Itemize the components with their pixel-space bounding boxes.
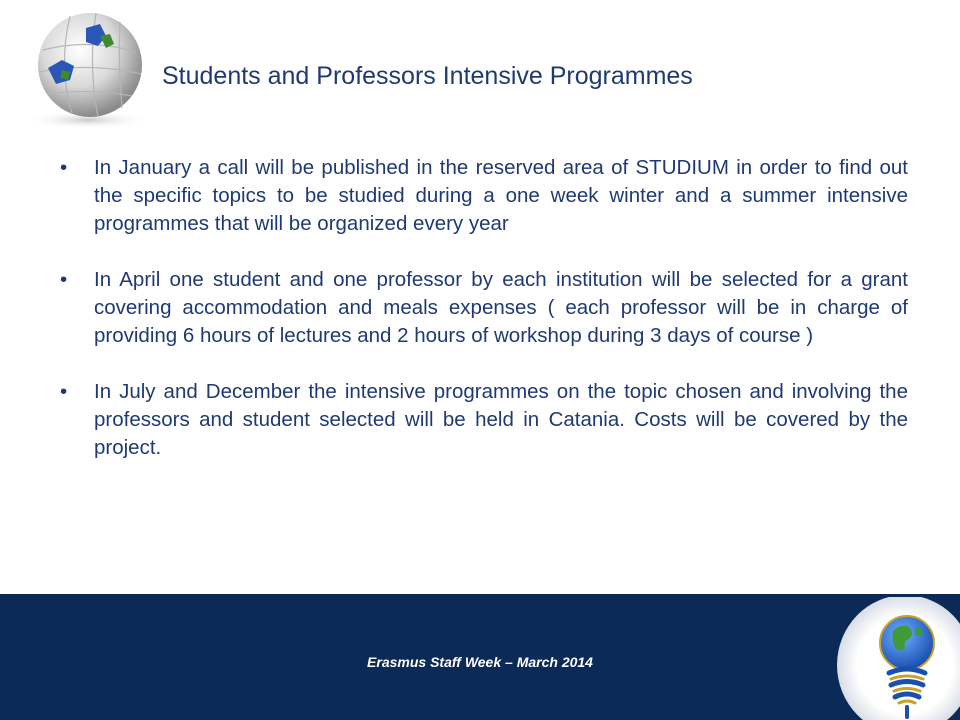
spiral-globe-icon	[835, 597, 960, 720]
puzzle-globe-icon	[18, 10, 158, 128]
bullet-item	[60, 266, 908, 350]
bullet-marker: •	[60, 380, 68, 403]
bullet-marker: •	[60, 156, 68, 179]
bullet-text: In April one student and one professor by each institution will be selected for a grant covering accommodation and meals expenses ( each professor will be in charge of providing 6 hours of lectures and 2 hours of workshop during 3 days of course )	[94, 268, 908, 347]
bullet-list	[60, 154, 908, 490]
bullet-text: In January a call will be published in the reserved area of STUDIUM in order to find out the specific topics to be studied during a one week winter and a summer intensive programmes that will be organized every year	[94, 156, 908, 235]
bullet-item	[60, 154, 908, 238]
bullet-text: In July and December the intensive programmes on the topic chosen and involving the professors and student selected will be held in Catania. Costs will be covered by the project.	[94, 380, 908, 459]
bullet-item	[60, 378, 908, 462]
slide-title: Students and Professors Intensive Programmes	[162, 62, 693, 90]
bullet-marker: •	[60, 268, 68, 291]
footer-text: Erasmus Staff Week – March 2014	[367, 654, 593, 670]
